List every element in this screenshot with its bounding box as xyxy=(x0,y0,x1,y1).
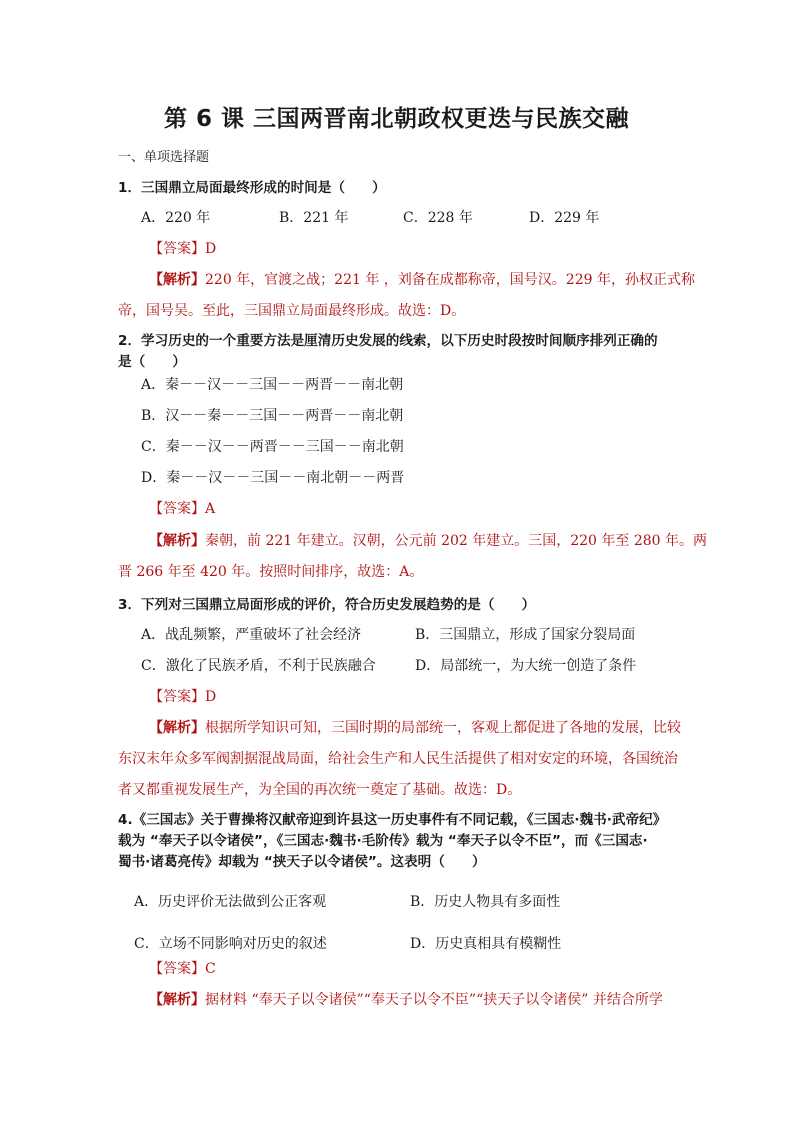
question-2-option-a: A．秦－－汉－－三国－－两晋－－南北朝 xyxy=(141,377,404,393)
explanation-text: 根据所学知识可知，三国时期的局部统一，客观上都促进了各地的发展，比较 xyxy=(205,720,681,736)
question-4-options-row-1 xyxy=(134,891,560,911)
question-2-stem-cont: 是（ ） xyxy=(118,354,186,370)
question-3-explanation xyxy=(149,717,681,737)
question-4-answer: 【答案】C xyxy=(149,961,216,977)
question-3-answer: 【答案】D xyxy=(149,689,217,705)
page-title: 第 6 课 三国两晋南北朝政权更迭与民族交融 xyxy=(163,106,630,132)
question-1-explanation xyxy=(149,269,695,289)
question-1-options xyxy=(141,207,599,227)
question-2-option-d: D．秦－－汉－－三国－－南北朝－－两晋 xyxy=(141,470,405,486)
question-4-option-c: C．立场不同影响对历史的叙述 xyxy=(134,936,327,952)
question-4-explanation xyxy=(149,989,663,1009)
explanation-tag: 【解析】 xyxy=(149,272,205,288)
question-1-stem: 1．三国鼎立局面最终形成的时间是（ ） xyxy=(118,180,386,196)
question-1-option-b: B．221 年 xyxy=(279,210,349,226)
question-2-explanation-cont: 晋 266 年至 420 年。按照时间排序，故选：A。 xyxy=(118,564,424,580)
question-3-option-b: B．三国鼎立，形成了国家分裂局面 xyxy=(415,627,636,643)
explanation-tag: 【解析】 xyxy=(149,533,205,549)
question-4-stem-cont-1: 载为 “奉天子以令诸侯”，《三国志·魏书·毛阶传》载为 “奉天子以令不臣”，而《三国志· xyxy=(118,833,648,849)
section-heading: 一、单项选择题 xyxy=(118,150,210,165)
question-3-option-a: A．战乱频繁，严重破坏了社会经济 xyxy=(141,627,362,643)
question-3-explanation-cont-1: 东汉末年众多军阀割据混战局面，给社会生产和人民生活提供了相对安定的环境，各国统治 xyxy=(118,751,678,767)
question-3-options-row-2 xyxy=(141,655,636,675)
question-4-stem: 4.《三国志》关于曹操将汉献帝迎到许县这一历史事件有不同记载，《三国志·魏书·武帝纪》 xyxy=(118,812,667,828)
question-1-option-c: C．228 年 xyxy=(403,210,473,226)
question-4-option-d: D．历史真相具有模糊性 xyxy=(410,936,562,952)
question-4-options-row-2 xyxy=(134,933,561,953)
question-4-option-b: B．历史人物具有多面性 xyxy=(410,894,561,910)
question-3-stem: 3．下列对三国鼎立局面形成的评价，符合历史发展趋势的是（ ） xyxy=(118,597,536,613)
explanation-tag: 【解析】 xyxy=(149,992,205,1008)
question-1-option-a: A．220 年 xyxy=(141,210,211,226)
question-2-explanation xyxy=(149,530,707,550)
question-1-explanation-cont: 帝，国号吴。至此，三国鼎立局面最终形成。故选：D。 xyxy=(118,303,466,319)
question-3-explanation-cont-2: 者又都重视发展生产，为全国的再次统一奠定了基础。故选：D。 xyxy=(118,782,522,798)
question-3-option-c: C．激化了民族矛盾，不利于民族融合 xyxy=(141,658,376,674)
explanation-text: 220 年，官渡之战；221 年 ，刘备在成都称帝，国号汉。229 年，孙权正式称 xyxy=(205,272,695,288)
question-3-option-d: D．局部统一，为大统一创造了条件 xyxy=(415,658,637,674)
question-2-option-c: C．秦－－汉－－两晋－－三国－－南北朝 xyxy=(141,439,404,455)
question-2-option-b: B．汉－－秦－－三国－－两晋－－南北朝 xyxy=(141,408,404,424)
question-4-stem-cont-2: 蜀书·诸葛亮传》却载为 “挟天子以令诸侯”。这表明（ ） xyxy=(118,854,486,870)
question-3-options-row-1 xyxy=(141,624,635,644)
question-1-answer: 【答案】D xyxy=(149,241,217,257)
question-4-option-a: A．历史评价无法做到公正客观 xyxy=(134,894,327,910)
explanation-text: 秦朝，前 221 年建立。汉朝，公元前 202 年建立。三国，220 年至 280 年。两 xyxy=(205,533,708,549)
question-2-answer: 【答案】A xyxy=(149,501,216,517)
question-2-stem: 2．学习历史的一个重要方法是厘清历史发展的线索，以下历史时段按时间顺序排列正确的 xyxy=(118,333,658,349)
explanation-text: 据材料 “奉天子以令诸侯”“奉天子以令不臣”“挟天子以令诸侯” 并结合所学 xyxy=(205,992,663,1008)
explanation-tag: 【解析】 xyxy=(149,720,205,736)
question-1-option-d: D．229 年 xyxy=(529,210,600,226)
